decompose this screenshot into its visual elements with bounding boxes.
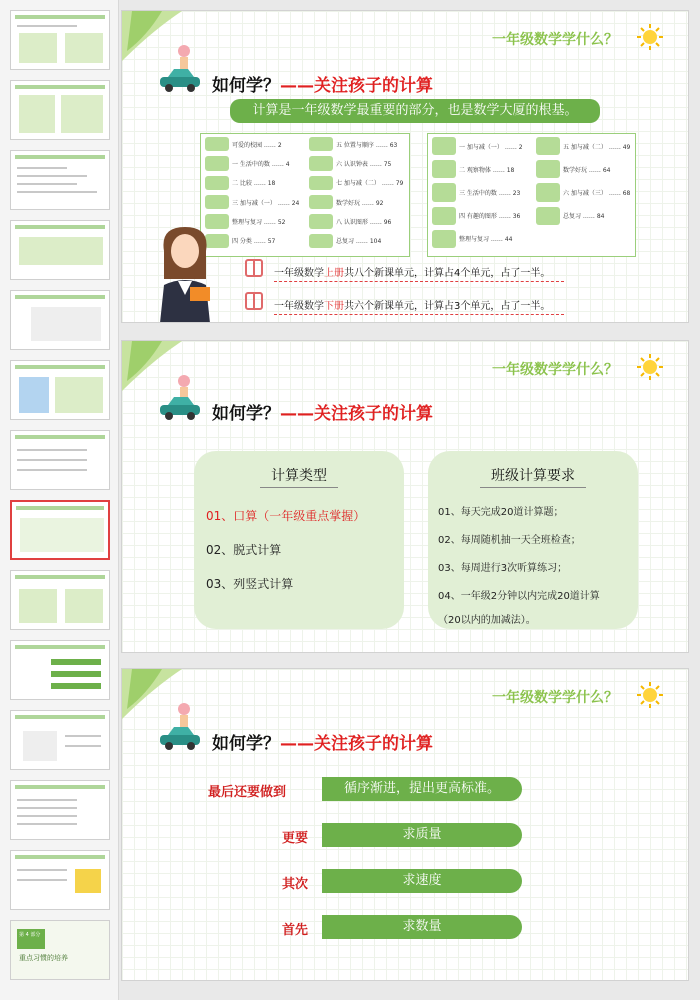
- calculation-types-card: [194, 451, 404, 629]
- toc-entry: 六 加与减（三） …… 68: [563, 190, 631, 197]
- card-title: 计算类型: [271, 468, 327, 484]
- slide-heading: 如何学？——关注孩子的计算: [212, 404, 433, 424]
- toc-entry: 七 加与减（二） …… 79: [336, 180, 404, 188]
- toc-entry: 四 有趣的图形 …… 36: [459, 213, 521, 221]
- slide-thumbnail-2[interactable]: [10, 80, 110, 140]
- toc-entry: 数学好玩 …… 92: [336, 199, 384, 207]
- volume2-calculation-note: 一年级数学下册共六个新课单元，计算占3个单元，占了一半。: [274, 301, 551, 312]
- step-bar-final: 循序渐进，提出更高标准。: [322, 777, 522, 801]
- step-bar-speed: 求速度: [322, 869, 522, 893]
- car-icon: [156, 395, 204, 421]
- cover-title: 重点习惯的培养: [19, 954, 68, 962]
- textbook-thumbnail-image: [309, 234, 333, 248]
- textbook-thumbnail-image: [432, 230, 456, 248]
- step-label-more: 更要: [282, 831, 309, 846]
- toc-entry: 六 认识钟表 …… 75: [336, 161, 392, 168]
- textbook-contents-grade1-volume1: [200, 133, 410, 257]
- sun-icon: [636, 353, 664, 381]
- sun-icon: [636, 23, 664, 51]
- textbook-thumbnail-image: [205, 156, 229, 170]
- slide-thumbnail-12[interactable]: [10, 780, 110, 840]
- slide-calculation-types-and-requirements[interactable]: [121, 340, 689, 653]
- slide-thumbnail-9[interactable]: [10, 570, 110, 630]
- slide-calculation-progression[interactable]: [121, 668, 689, 981]
- toc-entry: 整理与复习 …… 52: [232, 219, 286, 226]
- slide-section-tag: 一年级数学学什么？: [492, 362, 618, 378]
- key-message-banner: 计算是一年级数学最重要的部分，也是数学大厦的根基。: [230, 99, 600, 123]
- textbook-thumbnail-image: [432, 137, 456, 155]
- requirement-item: 03、每周进行3次听算练习；: [438, 563, 568, 574]
- textbook-thumbnail-image: [205, 176, 229, 190]
- toc-entry: 三 加与减（一） …… 24: [232, 199, 300, 207]
- slide-section-tag: 一年级数学学什么？: [492, 690, 618, 706]
- slide-heading: 如何学？——关注孩子的计算: [212, 76, 433, 96]
- requirement-item: 01、每天完成20道计算题；: [438, 507, 564, 518]
- slide-thumbnail-4[interactable]: [10, 220, 110, 280]
- textbook-thumbnail-image: [432, 160, 456, 178]
- toc-entry: 五 加与减（二） …… 49: [563, 143, 631, 151]
- volume1-calculation-note: 一年级数学上册共八个新课单元，计算占4个单元，占了一半。: [274, 268, 551, 279]
- toc-entry: 四 分类 …… 57: [232, 238, 276, 246]
- slide-thumbnail-10[interactable]: [10, 640, 110, 700]
- textbook-thumbnail-image: [309, 156, 333, 170]
- book-icon: [244, 258, 264, 278]
- slide-calculation-importance[interactable]: [121, 10, 689, 323]
- textbook-thumbnail-image: [309, 176, 333, 190]
- car-icon: [156, 67, 204, 93]
- calculation-type-item: 03、列竖式计算: [206, 577, 294, 591]
- toc-entry: 三 生活中的数 …… 23: [459, 190, 521, 197]
- step-label-second: 其次: [282, 877, 309, 892]
- step-label-final: 最后还要做到: [208, 785, 287, 800]
- sun-icon: [636, 681, 664, 709]
- toc-entry: 数学好玩 …… 64: [563, 166, 611, 174]
- textbook-thumbnail-image: [536, 137, 560, 155]
- calculation-type-item: 01、口算（一年级重点掌握）: [206, 509, 366, 523]
- slide-thumbnail-5[interactable]: [10, 290, 110, 350]
- slide-thumbnail-1[interactable]: [10, 10, 110, 70]
- slide-thumbnail-8[interactable]: [10, 500, 110, 560]
- toc-entry: 八 认识图形 …… 96: [336, 219, 392, 226]
- toc-entry: 二 观察物体 …… 18: [459, 166, 515, 174]
- textbook-contents-grade1-volume2: [427, 133, 636, 257]
- toc-entry: 整理与复习 …… 44: [459, 236, 513, 244]
- requirement-item: （20以内的加减法）。: [438, 615, 536, 626]
- step-label-first: 首先: [282, 923, 309, 938]
- toc-entry: 五 位置与顺序 …… 63: [336, 141, 398, 149]
- textbook-thumbnail-image: [536, 160, 560, 178]
- textbook-thumbnail-image: [536, 207, 560, 225]
- slide-thumbnail-14[interactable]: [10, 920, 110, 980]
- textbook-thumbnail-image: [536, 183, 560, 201]
- textbook-thumbnail-image: [309, 195, 333, 209]
- textbook-thumbnail-image: [205, 195, 229, 209]
- slide-thumbnail-3[interactable]: [10, 150, 110, 210]
- card-title: 班级计算要求: [491, 468, 575, 484]
- calculation-type-item: 02、脱式计算: [206, 543, 282, 557]
- toc-entry: 总复习 …… 104: [336, 238, 382, 246]
- slide-thumbnail-13[interactable]: [10, 850, 110, 910]
- slide-thumbnail-6[interactable]: [10, 360, 110, 420]
- toc-entry: 一 加与减（一） …… 2: [459, 143, 523, 151]
- slide-section-tag: 一年级数学学什么？: [492, 32, 618, 48]
- toc-entry: 一 生活中的数 …… 4: [232, 161, 290, 168]
- requirement-item: 04、一年级2分钟以内完成20道计算: [438, 591, 600, 602]
- slide-thumbnail-11[interactable]: [10, 710, 110, 770]
- teacher-illustration-icon: [150, 221, 220, 323]
- cover-part-label: 第 4 部分: [19, 932, 41, 938]
- step-bar-quantity: 求数量: [322, 915, 522, 939]
- textbook-thumbnail-image: [309, 137, 333, 151]
- car-icon: [156, 725, 204, 751]
- slide-thumbnail-panel: [0, 0, 119, 1000]
- book-icon: [244, 291, 264, 311]
- toc-entry: 可爱的校园 …… 2: [232, 141, 282, 149]
- slide-heading: 如何学？——关注孩子的计算: [212, 734, 433, 754]
- toc-entry: 总复习 …… 84: [563, 213, 605, 221]
- class-requirements-card: [428, 451, 638, 629]
- toc-entry: 二 比较 …… 18: [232, 180, 276, 188]
- slide-thumbnail-7[interactable]: [10, 430, 110, 490]
- textbook-thumbnail-image: [432, 207, 456, 225]
- textbook-thumbnail-image: [309, 214, 333, 228]
- textbook-thumbnail-image: [432, 183, 456, 201]
- step-bar-quality: 求质量: [322, 823, 522, 847]
- requirement-item: 02、每周随机抽一天全班检查；: [438, 535, 581, 546]
- textbook-thumbnail-image: [205, 137, 229, 151]
